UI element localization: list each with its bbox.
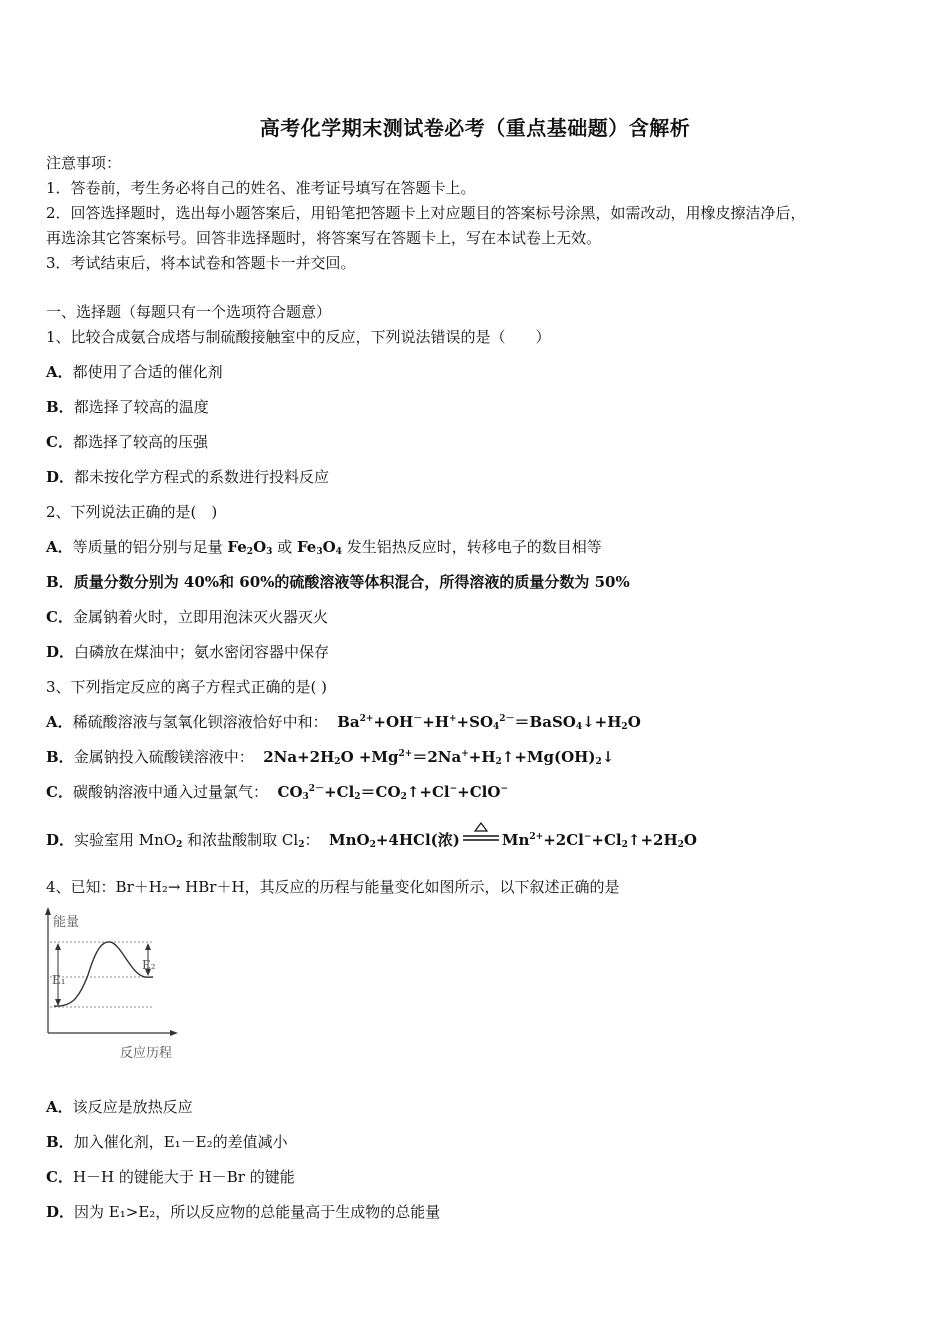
q3-option-a — [46, 712, 641, 732]
option-text: 加入催化剂，E₁－E₂的差值减小 — [73, 1133, 288, 1151]
ion-equation: $Ba^{2+}+OH^-+H^++SO_4^{2-}=BaSO_4↓+H_2O$ — [337, 713, 641, 732]
option-text: 都选择了较高的温度 — [73, 398, 209, 416]
y-axis-arrow-icon — [45, 907, 51, 915]
q2-option-c — [46, 607, 328, 627]
e2-label: E₂ — [142, 958, 156, 972]
e1-arrow-down-icon — [55, 999, 61, 1006]
q3-option-c — [46, 782, 508, 802]
x-axis-arrow-icon — [170, 1030, 178, 1036]
option-text: 因为 E₁>E₂，所以反应物的总能量高于生成物的总能量 — [74, 1203, 441, 1221]
q2-stem: 2、下列说法正确的是( ) — [46, 503, 218, 521]
q4-option-a — [46, 1097, 193, 1117]
option-label: B． — [46, 1133, 74, 1151]
option-text: 都选择了较高的压强 — [72, 433, 208, 451]
option-text: 金属钠着火时，立即用泡沫灭火器灭火 — [72, 608, 328, 626]
option-label: A． — [46, 713, 73, 731]
q4-option-d — [46, 1202, 440, 1222]
option-text: 金属钠投入硫酸镁溶液中： — [73, 748, 254, 766]
option-label: B． — [46, 398, 74, 416]
notes-item-2: 2．回答选择题时，选出每小题答案后，用铅笔把答题卡上对应题目的答案标号涂黑，如需改动，用橡皮擦洁净后， — [46, 204, 806, 222]
ion-equation: $CO_3^{2-}+Cl_2=CO_2↑+Cl^-+ClO^-$ — [277, 783, 508, 802]
energy-curve — [54, 942, 153, 1006]
q3-option-d — [46, 829, 697, 850]
option-label: B． — [46, 573, 74, 591]
option-label: C． — [46, 783, 73, 801]
q4-option-b — [46, 1132, 288, 1152]
option-label: A． — [46, 1098, 73, 1116]
q3-option-b — [46, 747, 614, 767]
ion-equation: MnO$_2$+4HCl(浓) $Mn^{2+}+2Cl^-+Cl_2↑+2H_2O$ — [329, 831, 697, 849]
q4-option-c — [46, 1167, 295, 1187]
notes-item-1: 1．答卷前，考生务必将自己的姓名、准考证号填写在答题卡上。 — [46, 179, 476, 197]
option-label: B． — [46, 748, 74, 766]
q1-option-a — [46, 362, 223, 382]
q3-stem: 3、下列指定反应的离子方程式正确的是( ) — [46, 678, 328, 696]
heating-equals-sign-icon — [462, 829, 500, 849]
page-title: 高考化学期末测试卷必考（重点基础题）含解析 — [259, 116, 691, 140]
option-text: 碳酸钠溶液中通入过量氯气： — [72, 783, 268, 801]
q2-option-a — [46, 537, 602, 557]
q2-option-b — [46, 572, 630, 592]
option-text: 白磷放在煤油中；氨水密闭容器中保存 — [74, 643, 330, 661]
option-label: A． — [46, 538, 73, 556]
option-label: A． — [46, 363, 73, 381]
notes-item-2-cont: 再选涂其它答案标号。回答非选择题时，将答案写在答题卡上，写在本试卷上无效。 — [46, 229, 602, 247]
option-label: C． — [46, 433, 73, 451]
q1-stem: 1、比较合成氨合成塔与制硫酸接触室中的反应，下列说法错误的是（ ） — [46, 328, 551, 346]
option-text: 等质量的铝分别与足量 $Fe_2O_3$ 或 $Fe_3O_4$ 发生铝热反应时，转移电子的数目相等 — [72, 538, 602, 557]
ion-equation: $2Na+2H_2O$ $+Mg^{2+}=2Na^++H_2↑+Mg(OH)_2↓$ — [263, 748, 615, 767]
x-axis-label: 反应历程 — [120, 1046, 173, 1061]
section-heading: 一、选择题（每题只有一个选项符合题意） — [46, 303, 332, 321]
option-label: C． — [46, 1168, 73, 1186]
q2-option-d — [46, 642, 329, 662]
option-text: 该反应是放热反应 — [72, 1098, 193, 1116]
y-axis-label: 能量 — [53, 915, 80, 930]
q1-option-b — [46, 397, 209, 417]
option-text: 稀硫酸溶液与氢氧化钡溶液恰好中和： — [72, 713, 328, 731]
option-text: 质量分数分别为 40%和 60%的硫酸溶液等体积混合，所得溶液的质量分数为 50% — [73, 573, 630, 591]
option-label: C． — [46, 608, 73, 626]
energy-profile-diagram — [40, 905, 190, 1069]
option-label: D． — [46, 643, 75, 661]
option-text: 都使用了合适的催化剂 — [72, 363, 223, 381]
q4-stem: 4、已知：Br＋H₂→ HBr＋H，其反应的历程与能量变化如图所示，以下叙述正确的是 — [46, 878, 620, 896]
option-text: H－H 的键能大于 H－Br 的键能 — [72, 1168, 295, 1186]
e2-arrow-up-icon — [145, 943, 151, 950]
option-label: D． — [46, 468, 75, 486]
q1-option-d — [46, 467, 329, 487]
e1-label: E₁ — [52, 973, 66, 987]
notes-heading: 注意事项： — [46, 154, 122, 172]
option-text: 实验室用 MnO$_2$ 和浓盐酸制取 $Cl_2$： — [74, 831, 320, 850]
e1-arrow-up-icon — [55, 943, 61, 950]
q1-option-c — [46, 432, 208, 452]
notes-item-3: 3．考试结束后，将本试卷和答题卡一并交回。 — [46, 254, 356, 272]
option-label: D． — [46, 1203, 75, 1221]
option-text: 都未按化学方程式的系数进行投料反应 — [74, 468, 330, 486]
option-label: D． — [46, 831, 75, 849]
